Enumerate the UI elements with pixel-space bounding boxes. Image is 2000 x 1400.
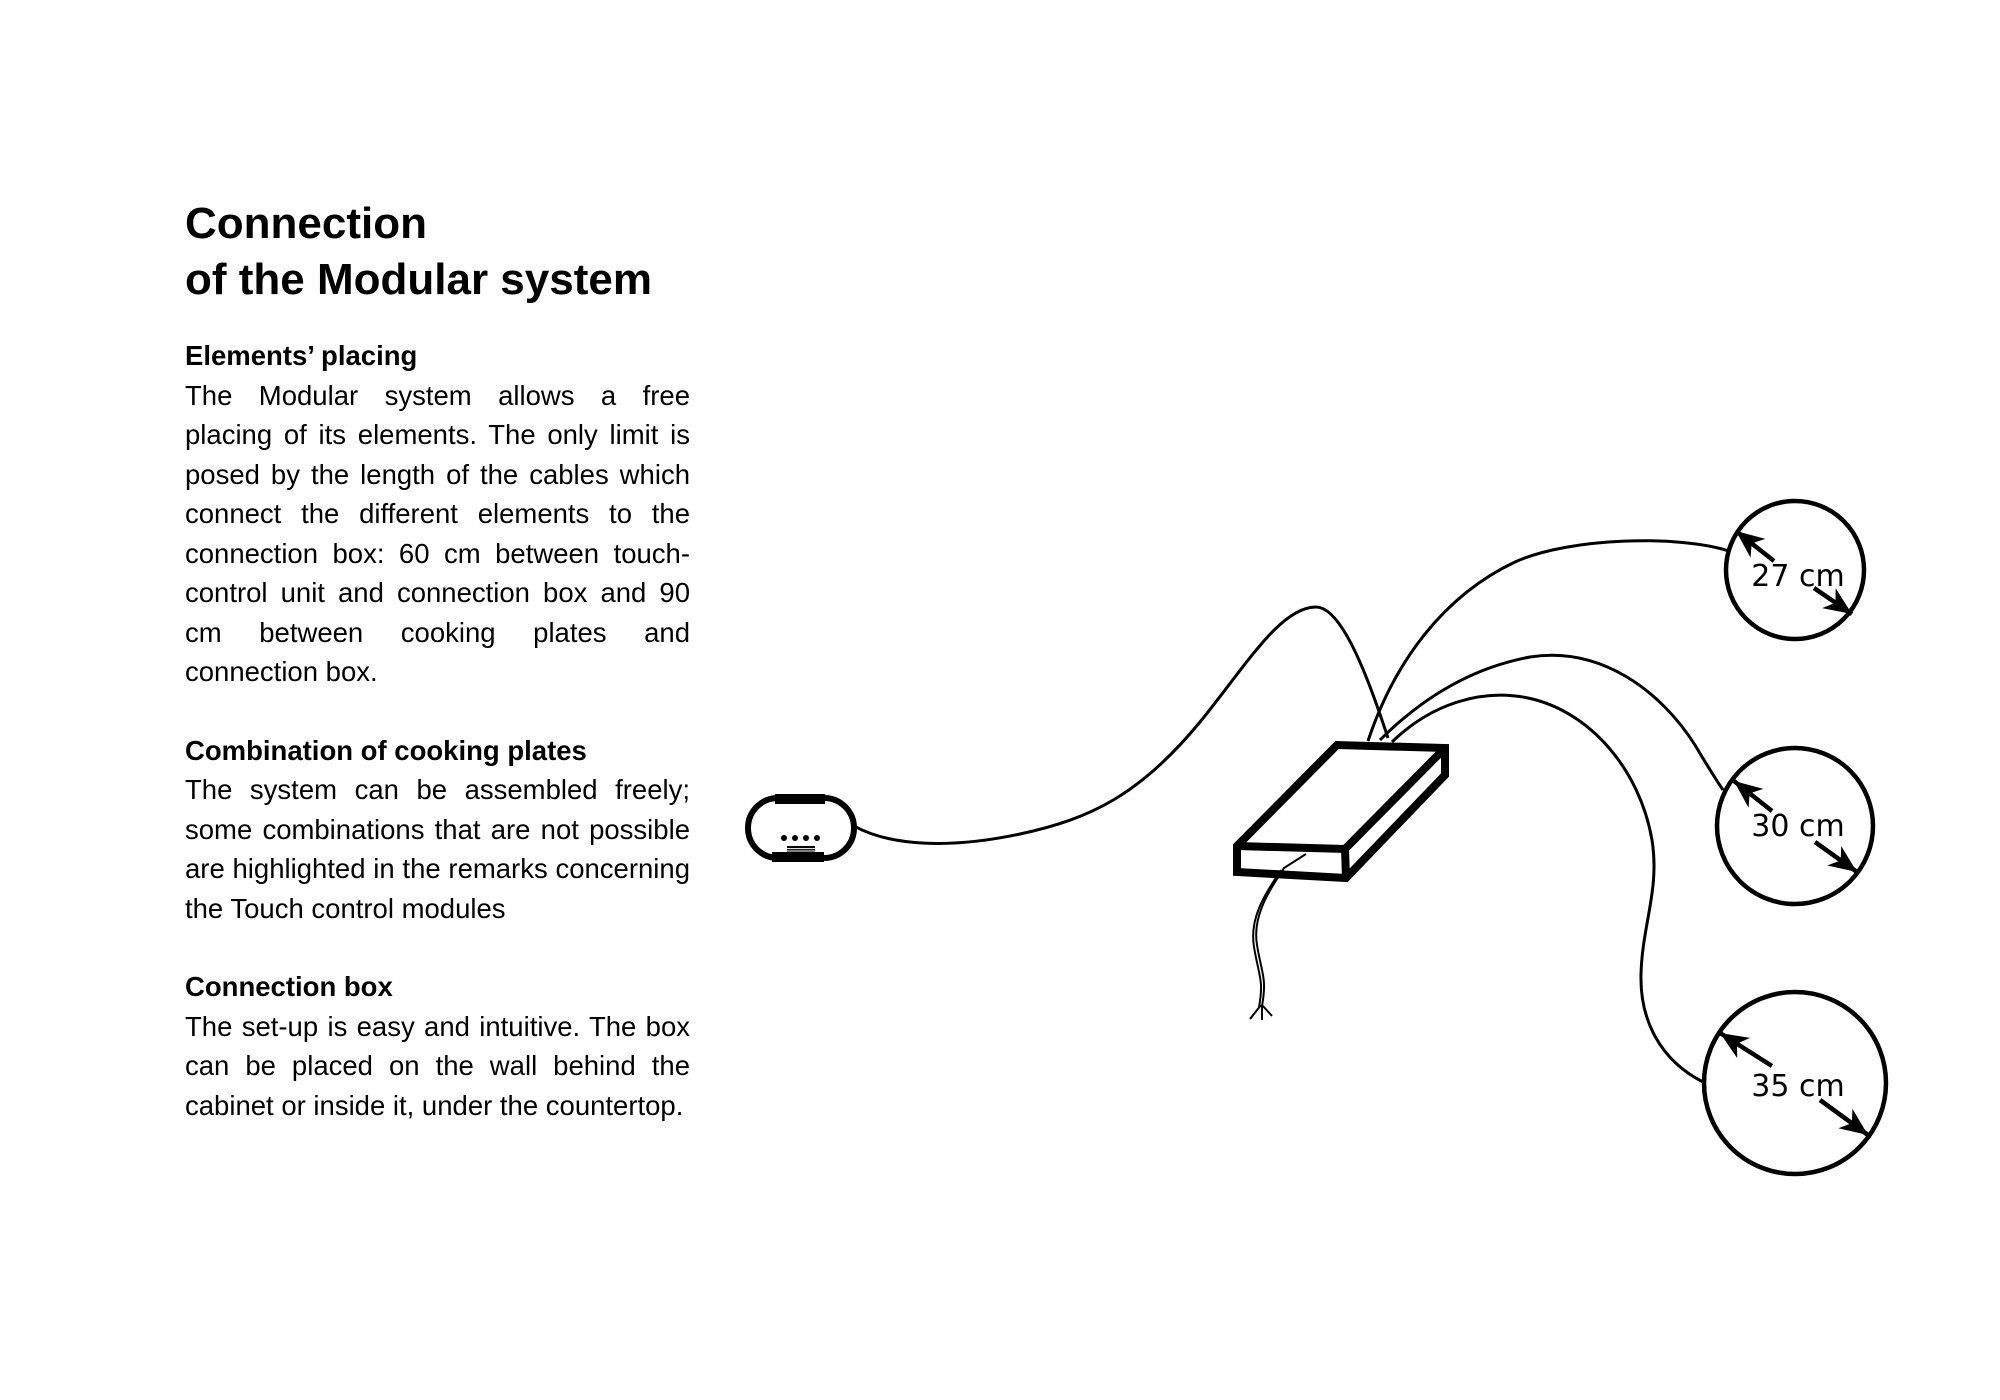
connection-box [1237, 745, 1445, 878]
section-heading-connection-box: Connection box [185, 971, 393, 1002]
cooking-plate-30cm [1717, 748, 1873, 904]
section-heading-combination: Combination of cooking plates [185, 734, 587, 766]
diameter-label-35cm: 35 cm [1751, 1069, 1845, 1104]
cooking-plate-27cm [1726, 501, 1864, 639]
section-body-combination: The system can be assembled freely; some combinations that are not possible are highlighted in the remarks concerning the Touch control modules [185, 774, 690, 924]
diameter-label-27cm: 27 cm [1751, 559, 1845, 594]
page-title-line-1: Connection [185, 199, 427, 248]
page-title-line-2: of the Modular system [185, 255, 652, 304]
fine-print-marks [787, 846, 815, 853]
section-body-connection-box: The set-up is easy and intuitive. The box can be placed on the wall behind the cabinet or inside it, under the countertop. [185, 1010, 690, 1121]
touch-control-unit [748, 798, 854, 858]
diameter-label-30cm: 30 cm [1751, 809, 1845, 844]
section-heading-elements-placing: Elements’ placing [185, 340, 418, 371]
section-body-elements-placing: The Modular system allows a free placing of its elements. The only limit is posed by the length of the cables which connect the different elements to the connection box: 60 cm between touch-control unit and connection box and 90 cm between cooking plates and connection box. [185, 379, 690, 687]
cable-box-to-27cm-plate [1368, 541, 1729, 741]
cooking-plate-35cm [1704, 992, 1886, 1174]
power-cord-wire-tips [1250, 1005, 1272, 1020]
